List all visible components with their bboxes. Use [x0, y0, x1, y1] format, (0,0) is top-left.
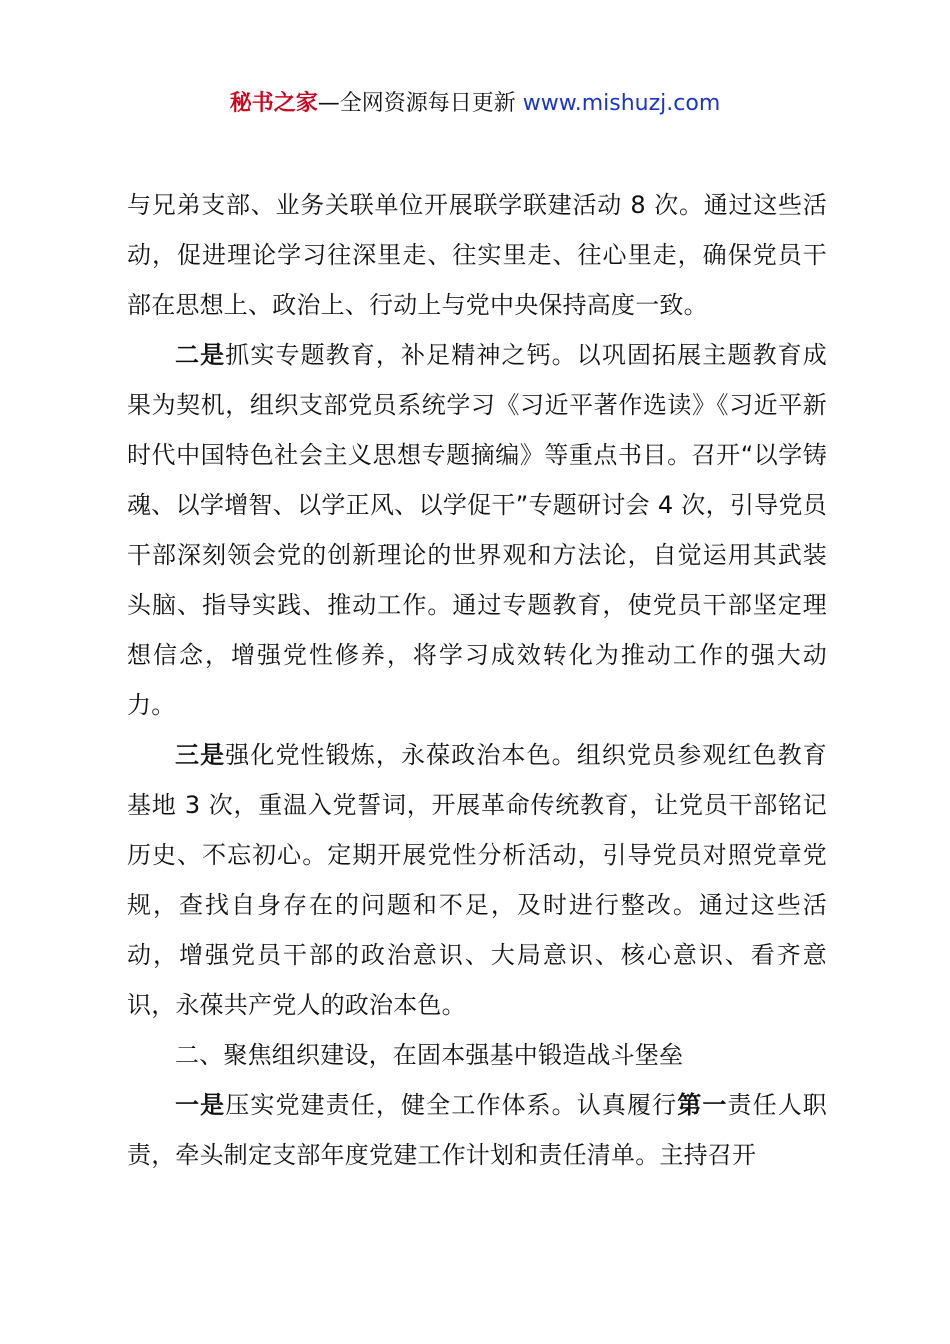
section-heading	[127, 1030, 827, 1080]
paragraph	[127, 1080, 827, 1180]
page-header	[0, 88, 950, 120]
paragraph-text: 责任人职责，牵头制定支部年度党建工作计划和责任清单。主持召开	[127, 1091, 828, 1169]
paragraph-text: 压实党建责任，健全工作体系。认真履行	[225, 1091, 678, 1119]
header-tagline: —全网资源每日更新	[317, 91, 523, 116]
paragraph-text: 抓实专题教育，补足精神之钙。以巩固拓展主题教育成果为契机，组织支部党员系统学习《习近平著作选读》《习近平新时代中国特色社会主义思想专题摘编》等重点书目。召开“以学铸魂、以学增智、以学正风、以学促干”专题研讨会 4 次，引导党员干部深刻领会党的创新理论的世界观和方法论，自觉运用其武装头脑、指导实践、推动工作。通过专题教育，使党员干部坚定理想信念，增强党性修养，将学习成效转化为推动工作的强大动力。	[127, 341, 827, 719]
paragraph-lead: 三是	[175, 741, 226, 769]
paragraph-bold-text: 第一	[677, 1091, 728, 1119]
site-url[interactable]: www.mishuzj.com	[522, 91, 721, 116]
paragraph	[127, 730, 827, 1030]
section-heading-text: 二、聚焦组织建设，在固本强基中锻造战斗堡垒	[175, 1041, 684, 1069]
document-body	[127, 180, 827, 1180]
brand-name: 秘书之家	[229, 91, 318, 116]
paragraph-text: 与兄弟支部、业务关联单位开展联学联建活动 8 次。通过这些活动，促进理论学习往深里走、往实里走、往心里走，确保党员干部在思想上、政治上、行动上与党中央保持高度一致。	[127, 191, 827, 319]
paragraph	[127, 180, 827, 330]
paragraph-lead: 二是	[175, 341, 226, 369]
paragraph	[127, 330, 827, 730]
paragraph-lead: 一是	[175, 1091, 226, 1119]
paragraph-text: 强化党性锻炼，永葆政治本色。组织党员参观红色教育基地 3 次，重温入党誓词，开展革命传统教育，让党员干部铭记历史、不忘初心。定期开展党性分析活动，引导党员对照党章党规，查找自身存在的问题和不足，及时进行整改。通过这些活动，增强党员干部的政治意识、大局意识、核心意识、看齐意识，永葆共产党人的政治本色。	[127, 741, 827, 1019]
